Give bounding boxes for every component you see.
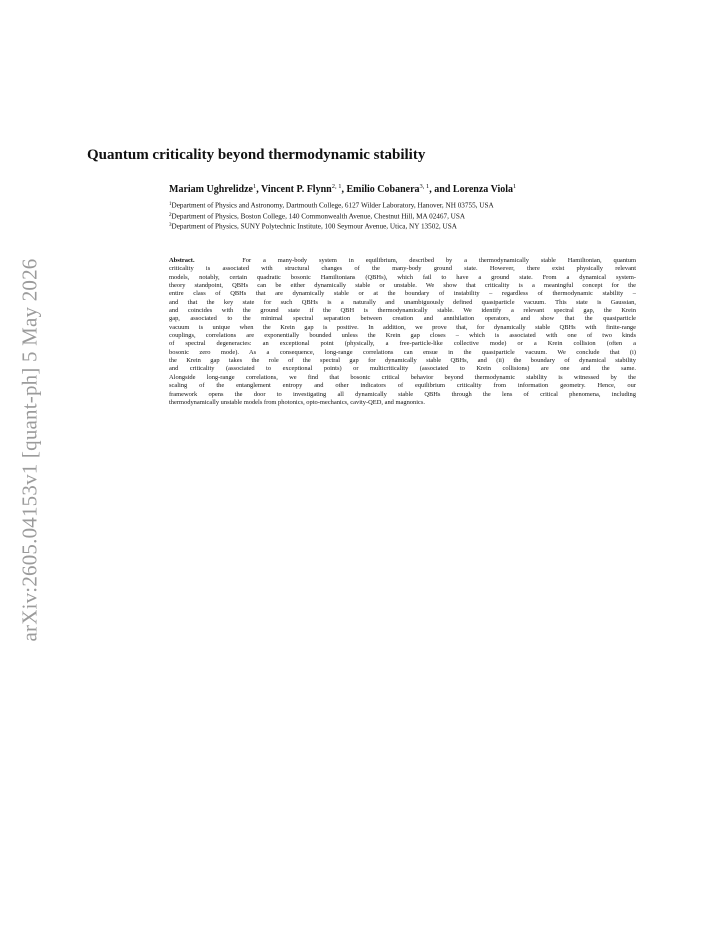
abstract-line: of spectral degeneracies: an exceptional point (physically, a free-particle-like collective mode) or a Krein collision (often a: [169, 340, 636, 348]
abstract-line: gap, associated to the minimal spectral separation between creation and annihilation operators, and show that the quasiparticle: [169, 315, 636, 323]
author-separator: , and: [429, 184, 453, 195]
abstract-line: entire class of QBHs that are dynamically stable or at the boundary of instability – regardless of thermodynamic stability –: [169, 290, 636, 298]
affiliation-list: [169, 200, 494, 232]
arxiv-identifier-stamp: arXiv:2605.04153v1 [quant-ph] 5 May 2026: [17, 258, 42, 642]
author-separator: ,: [341, 184, 347, 195]
abstract-line: theory standpoint, QBHs can be either dynamically stable or unstable. We show that criticality is a meaningful concept for the: [169, 282, 636, 290]
affiliation-marker: 1: [169, 202, 172, 207]
abstract-line-text: For a many-body system in equilibrium, described by a thermodynamically stable Hamiltonian, quantum: [242, 257, 636, 264]
abstract-line: vacuum is unique when the Krein gap is positive. In addition, we prove that, for dynamically stable QBHs with finite-range: [169, 323, 636, 331]
abstract-line: and coincides with the ground state if the QBH is thermodynamically stable. We identify a relevant spectral gap, the Krein: [169, 307, 636, 315]
author-affiliation-marker: 2, 1: [331, 183, 342, 190]
abstract-label: Abstract.: [169, 257, 195, 264]
abstract-line: and criticality (associated to exceptional points) or multicriticality (associated to Krein collisions) are one and the same.: [169, 365, 636, 373]
author-affiliation-marker: 1: [513, 183, 517, 190]
abstract-line: the Krein gap takes the role of the spectral gap for dynamically stable QBHs, and (ii) the boundary of dynamical stability: [169, 357, 636, 365]
affiliation-text: Department of Physics and Astronomy, Dartmouth College, 6127 Wilder Laboratory, Hanover, NH 03755, USA: [171, 201, 494, 210]
affiliation-line: [169, 200, 494, 211]
abstract-line: [169, 257, 636, 265]
abstract-line: framework opens the door to investigating all dynamically stable QBHs through the lens of critical phenomena, including: [169, 390, 636, 398]
affiliation-marker: 3: [169, 223, 172, 228]
author-separator: ,: [256, 184, 262, 195]
author-name: Lorenza Viola: [452, 184, 513, 195]
affiliation-marker: 2: [169, 212, 172, 218]
abstract-line: scaling of the entanglement entropy and other indicators of equilibrium criticality from information geometry. Hence, our: [169, 382, 636, 390]
abstract: [169, 257, 636, 407]
abstract-line: couplings, correlations are exponentially bounded unless the Krein gap closes – which is associated with one of two kinds: [169, 332, 636, 340]
author-list: [169, 183, 516, 195]
abstract-line: bosonic zero mode). As a consequence, long-range correlations can ensue in the quasiparticle vacuum. We conclude that (i): [169, 348, 636, 356]
affiliation-line: [169, 211, 494, 222]
abstract-line: Alongside long-range correlations, we find that bosonic critical behavior beyond thermodynamic stability is witnessed by the: [169, 373, 636, 381]
affiliation-line: [169, 221, 494, 232]
abstract-line: and that the key state for such QBHs is a naturally and unambiguously defined quasiparticle vacuum. This state is Gaussian,: [169, 298, 636, 306]
abstract-line: thermodynamically unstable models from photonics, opto-mechanics, cavity-QED, and magnonics.: [169, 398, 426, 406]
author-affiliation-marker: 1: [252, 183, 257, 190]
author-name: Vincent P. Flynn: [261, 184, 332, 195]
author-name: Emilio Cobanera: [346, 184, 420, 195]
affiliation-text: Department of Physics, Boston College, 140 Commonwealth Avenue, Chestnut Hill, MA 02467, USA: [171, 212, 466, 220]
author-affiliation-marker: 3, 1: [419, 183, 430, 190]
abstract-line: criticality is associated with structural changes of the many-body ground state. However, there exist physically relevant: [169, 265, 636, 273]
author-name: Mariam Ughrelidze: [169, 184, 253, 195]
affiliation-text: Department of Physics, SUNY Polytechnic Institute, 100 Seymour Avenue, Utica, NY 13502, USA: [171, 222, 457, 231]
abstract-line: models, notably, certain quadratic bosonic Hamiltonians (QBHs), which fail to have a ground state. From a dynamical system-: [169, 273, 636, 281]
paper-title: Quantum criticality beyond thermodynamic stability: [87, 147, 426, 163]
